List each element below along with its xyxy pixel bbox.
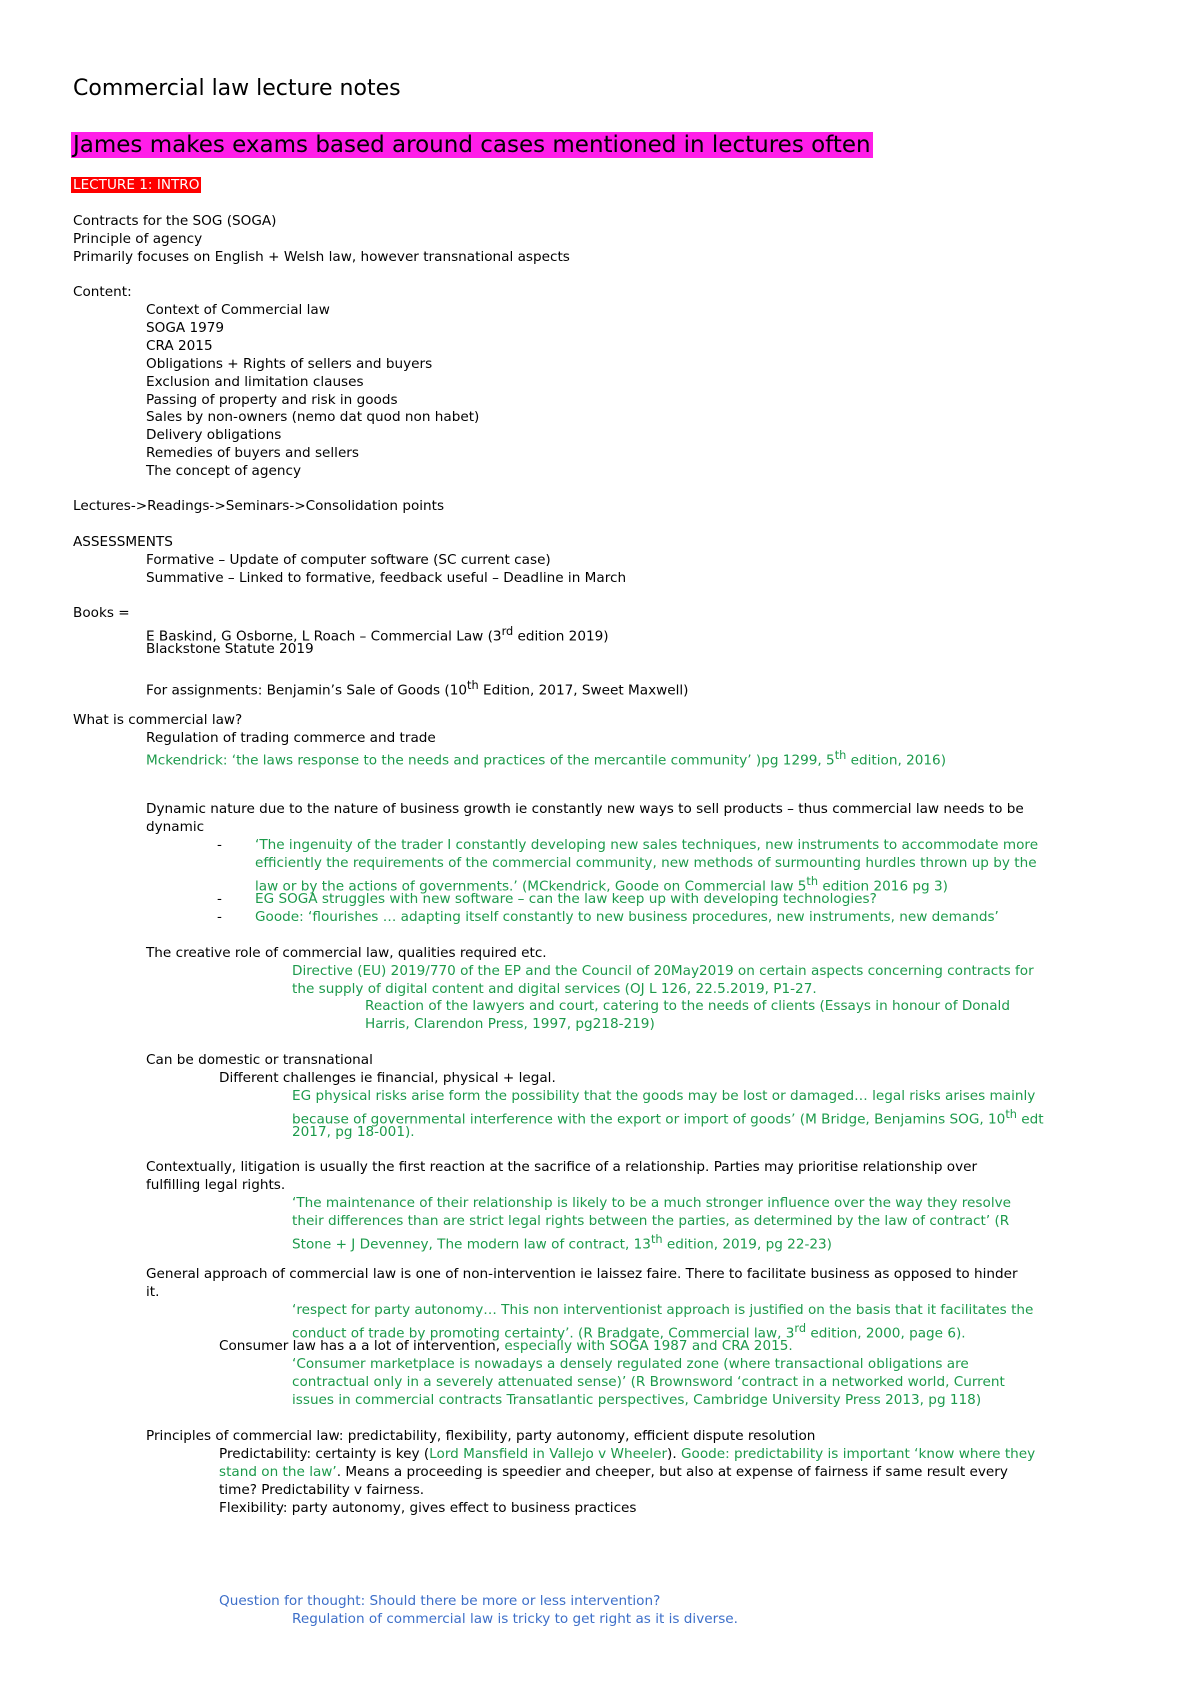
bridge-quote: EG physical risks arise form the possibility that the goods may be lost or damaged… legal risks arises mainly bbox=[292, 1088, 1036, 1104]
content-item: Exclusion and limitation clauses bbox=[146, 374, 364, 390]
directive-quote: the supply of digital content and digital services (OJ L 126, 22.5.2019, P1-27. bbox=[292, 981, 817, 997]
book-item bbox=[146, 676, 688, 700]
content-item: Obligations + Rights of sellers and buyers bbox=[146, 356, 433, 372]
book-item: Blackstone Statute 2019 bbox=[146, 641, 314, 657]
lecture-label: LECTURE 1: INTRO bbox=[73, 177, 200, 193]
quote-sup: th bbox=[1005, 1107, 1017, 1121]
quote-sup: rd bbox=[794, 1321, 807, 1335]
book-text: edition 2019) bbox=[513, 628, 609, 645]
bradgate-quote: ‘respect for party autonomy… This non interventionist approach is justified on the basis that it facilitates the bbox=[292, 1302, 1034, 1318]
predictability-black: Predictability: certainty is key ( bbox=[219, 1446, 430, 1462]
quote-text: edition, 2000, page 6). bbox=[806, 1325, 966, 1342]
stone-quote: their differences than are strict legal rights between the parties, as determined by the law of contract’ (R bbox=[292, 1213, 1010, 1229]
bridge-quote: 2017, pg 18-001). bbox=[292, 1124, 415, 1140]
bullet-dash: - bbox=[217, 891, 222, 907]
brownsword-quote: ‘Consumer marketplace is nowadays a densely regulated zone (where transactional obligations are bbox=[292, 1356, 969, 1372]
books-label: Books = bbox=[73, 605, 130, 621]
predictability-black: . Means a proceeding is speedier and cheeper, but also at expense of fairness if same result every bbox=[336, 1464, 1008, 1480]
content-item: Delivery obligations bbox=[146, 427, 282, 443]
book-text: For assignments: Benjamin’s Sale of Goods (10 bbox=[146, 682, 468, 699]
content-item: CRA 2015 bbox=[146, 338, 213, 354]
intro-line: Principle of agency bbox=[73, 231, 203, 247]
domestic-text: Can be domestic or transnational bbox=[146, 1052, 373, 1068]
assessments-label: ASSESSMENTS bbox=[73, 534, 173, 550]
dynamic-text: dynamic bbox=[146, 819, 205, 835]
case-reference: Lord Mansfield in Vallejo v Wheeler bbox=[429, 1446, 668, 1462]
bullet-text: EG SOGA struggles with new software – can the law keep up with developing technologies? bbox=[255, 891, 877, 907]
bullet-text: Goode: ‘flourishes … adapting itself constantly to new business procedures, new instruments, new demands’ bbox=[255, 909, 999, 925]
consumer-green: especially with SOGA 1987 and CRA 2015. bbox=[504, 1338, 793, 1354]
highlight-text: James makes exams based around cases mentioned in lectures often bbox=[73, 132, 871, 158]
context-text: Contextually, litigation is usually the first reaction at the sacrifice of a relationship. Parties may prioritise relationship over bbox=[146, 1159, 978, 1175]
brownsword-quote: contractual only in a severely attenuated sense)’ (R Brownsword ‘contract in a networked world, Current bbox=[292, 1374, 1005, 1390]
bullet-dash: - bbox=[217, 837, 222, 853]
quote-text: edition 2016 pg 3) bbox=[818, 878, 948, 895]
goode-quote: Goode: predictability is important ‘know where they bbox=[680, 1446, 1036, 1462]
consumer-black: Consumer law has a a lot of intervention, bbox=[219, 1338, 505, 1354]
predictability-text: time? Predictability v fairness. bbox=[219, 1482, 425, 1498]
brownsword-quote: issues in commercial contracts Transatlantic perspectives, Cambridge University Press 2013, pg 118) bbox=[292, 1392, 982, 1408]
thought-question: Question for thought: Should there be more or less intervention? bbox=[219, 1593, 661, 1609]
bullet-text: ‘The ingenuity of the trader I constantly developing new sales techniques, new instruments to accommodate more bbox=[255, 837, 1039, 853]
content-item: Remedies of buyers and sellers bbox=[146, 445, 359, 461]
thought-answer: Regulation of commercial law is tricky to get right as it is diverse. bbox=[292, 1611, 738, 1627]
stone-quote bbox=[292, 1230, 832, 1254]
content-item: SOGA 1979 bbox=[146, 320, 225, 336]
principles-text: Principles of commercial law: predictability, flexibility, party autonomy, efficient dispute resolution bbox=[146, 1428, 816, 1444]
quote-sup: th bbox=[834, 748, 847, 762]
assessment-item: Formative – Update of computer software (SC current case) bbox=[146, 552, 551, 568]
general-text: General approach of commercial law is one of non-intervention ie laissez faire. There to facilitate business as opposed to hinder bbox=[146, 1266, 1018, 1282]
stone-quote: ‘The maintenance of their relationship is likely to be a much stronger influence over the way they resolve bbox=[292, 1195, 1012, 1211]
content-item: The concept of agency bbox=[146, 463, 302, 479]
course-flow: Lectures->Readings->Seminars->Consolidation points bbox=[73, 498, 445, 514]
reaction-quote: Reaction of the lawyers and court, catering to the needs of clients (Essays in honour of Donald bbox=[365, 998, 1010, 1014]
quote-text: Mckendrick: ‘the laws response to the needs and practices of the mercantile community’ )pg 1299, 5 bbox=[146, 752, 835, 769]
section-answer: Regulation of trading commerce and trade bbox=[146, 730, 436, 746]
domestic-text: Different challenges ie financial, physical + legal. bbox=[219, 1070, 556, 1086]
quote-sup: th bbox=[650, 1232, 663, 1246]
consumer-text bbox=[219, 1337, 793, 1355]
lecture-heading bbox=[71, 176, 201, 194]
flexibility-text: Flexibility: party autonomy, gives effect to business practices bbox=[219, 1500, 637, 1516]
book-sup: th bbox=[467, 678, 479, 692]
quote-text: Stone + J Devenney, The modern law of contract, 13 bbox=[292, 1236, 651, 1253]
creative-text: The creative role of commercial law, qualities required etc. bbox=[146, 945, 547, 961]
intro-line: Primarily focuses on English + Welsh law, however transnational aspects bbox=[73, 249, 570, 265]
directive-quote: Directive (EU) 2019/770 of the EP and the Council of 20May2019 on certain aspects concerning contracts for bbox=[292, 963, 1034, 979]
quote-text: because of governmental interference with the export or import of goods’ (M Bridge, Benjamins SOG, 10 bbox=[292, 1111, 1006, 1128]
goode-quote: stand on the law’ bbox=[219, 1464, 337, 1480]
quote-mckendrick bbox=[146, 746, 946, 770]
quote-text: conduct of trade by promoting certainty’. (R Bradgate, Commercial law, 3 bbox=[292, 1325, 795, 1342]
book-sup: rd bbox=[501, 624, 514, 638]
reaction-quote: Harris, Clarendon Press, 1997, pg218-219) bbox=[365, 1016, 655, 1032]
bullet-text: efficiently the requirements of the commercial community, new methods of surmounting hurdles thrown up by the bbox=[255, 855, 1037, 871]
book-text: E Baskind, G Osborne, L Roach – Commercial Law (3 bbox=[146, 628, 502, 645]
dynamic-text: Dynamic nature due to the nature of business growth ie constantly new ways to sell products – thus commercial law needs to be bbox=[146, 801, 1024, 817]
quote-text: edt bbox=[1016, 1111, 1044, 1128]
intro-line: Contracts for the SOG (SOGA) bbox=[73, 213, 277, 229]
predictability-text bbox=[219, 1445, 1035, 1463]
book-text: Edition, 2017, Sweet Maxwell) bbox=[478, 682, 689, 699]
content-item: Passing of property and risk in goods bbox=[146, 392, 398, 408]
quote-text: edition, 2016) bbox=[846, 752, 946, 769]
section-question: What is commercial law? bbox=[73, 712, 243, 728]
quote-text: edition, 2019, pg 22-23) bbox=[662, 1236, 832, 1253]
content-item: Context of Commercial law bbox=[146, 302, 330, 318]
page-title: Commercial law lecture notes bbox=[73, 76, 401, 101]
content-label: Content: bbox=[73, 284, 132, 300]
bullet-dash: - bbox=[217, 909, 222, 925]
predictability-black: ). bbox=[667, 1446, 681, 1462]
predictability-text bbox=[219, 1463, 1008, 1481]
context-text: fulfilling legal rights. bbox=[146, 1177, 286, 1193]
quote-text: law or by the actions of governments.’ (MCkendrick, Goode on Commercial law 5 bbox=[255, 878, 807, 895]
general-text: it. bbox=[146, 1284, 160, 1300]
exam-highlight bbox=[71, 130, 873, 160]
assessment-item: Summative – Linked to formative, feedback useful – Deadline in March bbox=[146, 570, 627, 586]
quote-sup: th bbox=[806, 874, 819, 888]
content-item: Sales by non-owners (nemo dat quod non habet) bbox=[146, 409, 480, 425]
